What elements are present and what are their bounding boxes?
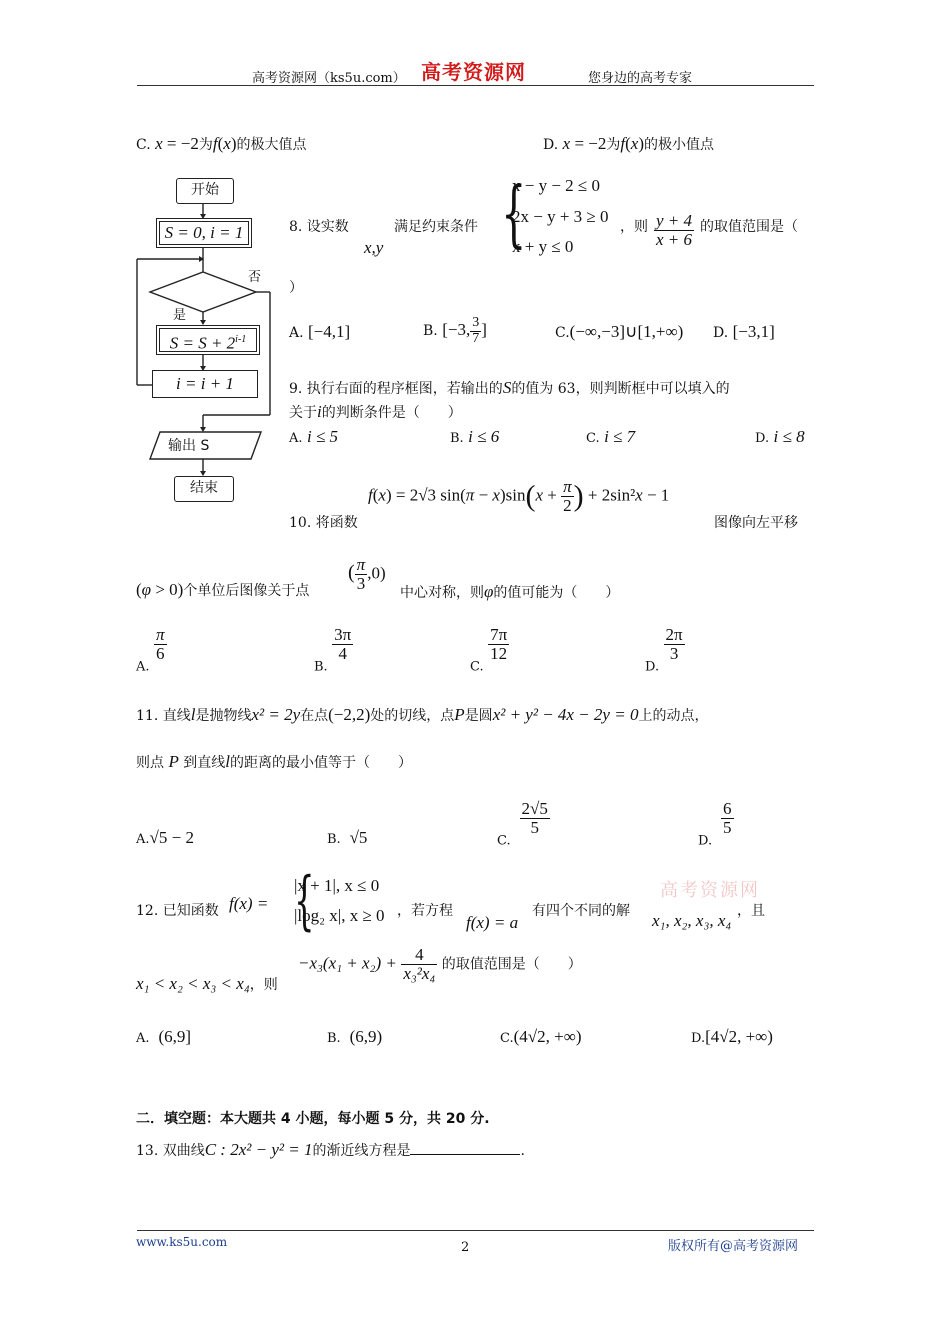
q10-formula: f(x) = 2√3 sin(π − x)sin(x + $\frac{\pi}{2}$ ) + 2sin²x − 1 bbox=[368, 477, 670, 515]
q12-case2: |log₂ x|, x ≥ 0 bbox=[294, 906, 385, 925]
q9-option-a: A. i ≤ 5 bbox=[289, 427, 339, 446]
flowchart-init: S = 0, i = 1 bbox=[156, 218, 252, 248]
q12-case1: |x + 1|, x ≤ 0 bbox=[294, 876, 380, 895]
header-rule bbox=[137, 85, 814, 86]
q10-stem-b: 图像向左平移 bbox=[714, 515, 798, 531]
q12-option-b: B. (6,9) bbox=[327, 1027, 383, 1046]
q8-stem-b: 满足约束条件 bbox=[394, 219, 478, 235]
q10-line2: (φ > 0)个单位后图像关于点 bbox=[136, 580, 310, 599]
q12-expression: −x₃(x₁ + x₂) + $\frac{4}{\text{x₃²x₄}}$ 的取值范围是（ ） bbox=[298, 945, 582, 983]
flowchart-yes-label: 是 bbox=[173, 308, 187, 323]
q12-option-d: D.[4√2, +∞) bbox=[691, 1027, 773, 1046]
question-13: 13. 双曲线C : 2x² − y² = 1的渐近线方程是 . bbox=[136, 1140, 525, 1159]
footer-site-link[interactable]: www.ks5u.com bbox=[136, 1235, 228, 1249]
q10-stem-a: 10. 将函数 bbox=[289, 515, 358, 531]
q9-option-b: B. i ≤ 6 bbox=[450, 427, 500, 446]
q12-stem-c: 有四个不同的解 bbox=[532, 903, 630, 919]
q9-line2: 关于i的判断条件是（ ） bbox=[289, 402, 462, 421]
flowchart-output: 输出 S bbox=[168, 438, 210, 454]
q8-c3: x + y ≤ 0 bbox=[512, 237, 574, 256]
q12-brace: { bbox=[294, 864, 315, 938]
q8-stem-c: ，则 bbox=[620, 219, 648, 235]
q12-stem-a: 12. 已知函数 bbox=[136, 903, 219, 919]
q13-answer-blank[interactable] bbox=[410, 1140, 520, 1155]
q10-option-d: D. $\frac{2\pi}{3}$ bbox=[645, 625, 683, 675]
q12-option-c: C.(4√2, +∞) bbox=[500, 1027, 582, 1046]
q10-point: ( $\frac{\pi}{3}$ ,0) bbox=[348, 555, 386, 593]
flowchart-update-i: i = i + 1 bbox=[152, 370, 258, 398]
q11-option-b: B. √5 bbox=[327, 828, 368, 847]
q8-option-d: D. [−3,1] bbox=[713, 322, 775, 341]
q12-line2: x₁ < x₂ < x₃ < x₄，则 bbox=[136, 974, 278, 993]
q12-fx: f(x) = bbox=[229, 894, 269, 913]
q11-option-a: A.√5 − 2 bbox=[136, 828, 194, 847]
q8-fraction: $\frac{y + 4}{x + 6}$ bbox=[656, 211, 693, 249]
q12-stem-b: ，若方程 bbox=[397, 903, 453, 919]
q11-option-d: D. $\frac{6}{5}$ bbox=[698, 799, 732, 849]
footer-copyright: 版权所有@高考资源网 bbox=[668, 1239, 799, 1254]
q8-stem-a: 8. 设实数 bbox=[289, 219, 349, 235]
q8-option-c: C.(−∞,−3]∪[1,+∞) bbox=[555, 322, 684, 341]
ks5u-watermark: 高考资源网 bbox=[660, 880, 760, 901]
q8-option-a: A. [−4,1] bbox=[289, 322, 351, 341]
q12-stem-d: ，且 bbox=[737, 903, 765, 919]
q9-option-c: C. i ≤ 7 bbox=[586, 427, 636, 446]
q9-option-d: D. i ≤ 8 bbox=[755, 427, 805, 446]
q10-option-a: A. $\frac{\pi}{6}$ bbox=[136, 625, 165, 675]
flowchart-end: 结束 bbox=[174, 476, 234, 502]
q7-option-d: D. x = −2为f(x)的极小值点 bbox=[543, 134, 714, 153]
flowchart-no-label: 否 bbox=[248, 270, 262, 285]
q8-close: ） bbox=[289, 280, 303, 296]
flowchart-update-s: $S = S + 2^{i-1}$ bbox=[156, 325, 260, 355]
q10-option-c: C. $\frac{7\pi}{12}$ bbox=[470, 625, 508, 675]
q9-line1: 9. 执行右面的程序框图，若输出的S的值为 63，则判断框中可以填入的 bbox=[289, 378, 730, 397]
q11-line2: 则点 P 到直线l的距离的最小值等于（ ） bbox=[136, 752, 413, 771]
flowchart-start: 开始 bbox=[176, 178, 234, 204]
section-2-title: 二．填空题：本大题共 4 小题，每小题 5 分，共 20 分. bbox=[136, 1111, 490, 1127]
q8-brace: { bbox=[501, 171, 527, 255]
q12-roots: x₁, x₂, x₃, x₄ bbox=[652, 911, 732, 930]
footer-page-number: 2 bbox=[461, 1240, 470, 1255]
q8-option-b: B. [−3, $\frac{3}{7}$ ] bbox=[423, 315, 487, 346]
header-slogan: 您身边的高考专家 bbox=[588, 71, 693, 86]
q10-stem-d: 中心对称，则φ的值可能为（ ） bbox=[400, 582, 620, 601]
q8-vars: x,y bbox=[364, 238, 384, 257]
q11-line1: 11. 直线l是抛物线x² = 2y在点(−2,2)处的切线，点P是圆x² + y² − 4x − 2y = 0上的动点， bbox=[136, 705, 709, 724]
q12-eq: f(x) = a bbox=[466, 913, 519, 932]
header-site-name: 高考资源网（ks5u.com） bbox=[252, 71, 406, 86]
q8-c2: 2x − y + 3 ≥ 0 bbox=[512, 207, 609, 226]
q10-option-b: B. $\frac{3\pi}{4}$ bbox=[314, 625, 352, 675]
footer-rule bbox=[137, 1230, 814, 1231]
q12-option-a: A. (6,9] bbox=[136, 1027, 192, 1046]
q7-option-c: C. x = −2为f(x)的极大值点 bbox=[136, 134, 307, 153]
q11-option-c: C. $\frac{2√5}{5}$ bbox=[497, 799, 548, 849]
q8-stem-d: 的取值范围是（ bbox=[700, 219, 798, 235]
q8-c1: x − y − 2 ≤ 0 bbox=[512, 176, 601, 195]
header-logo: 高考资源网 bbox=[421, 60, 526, 84]
